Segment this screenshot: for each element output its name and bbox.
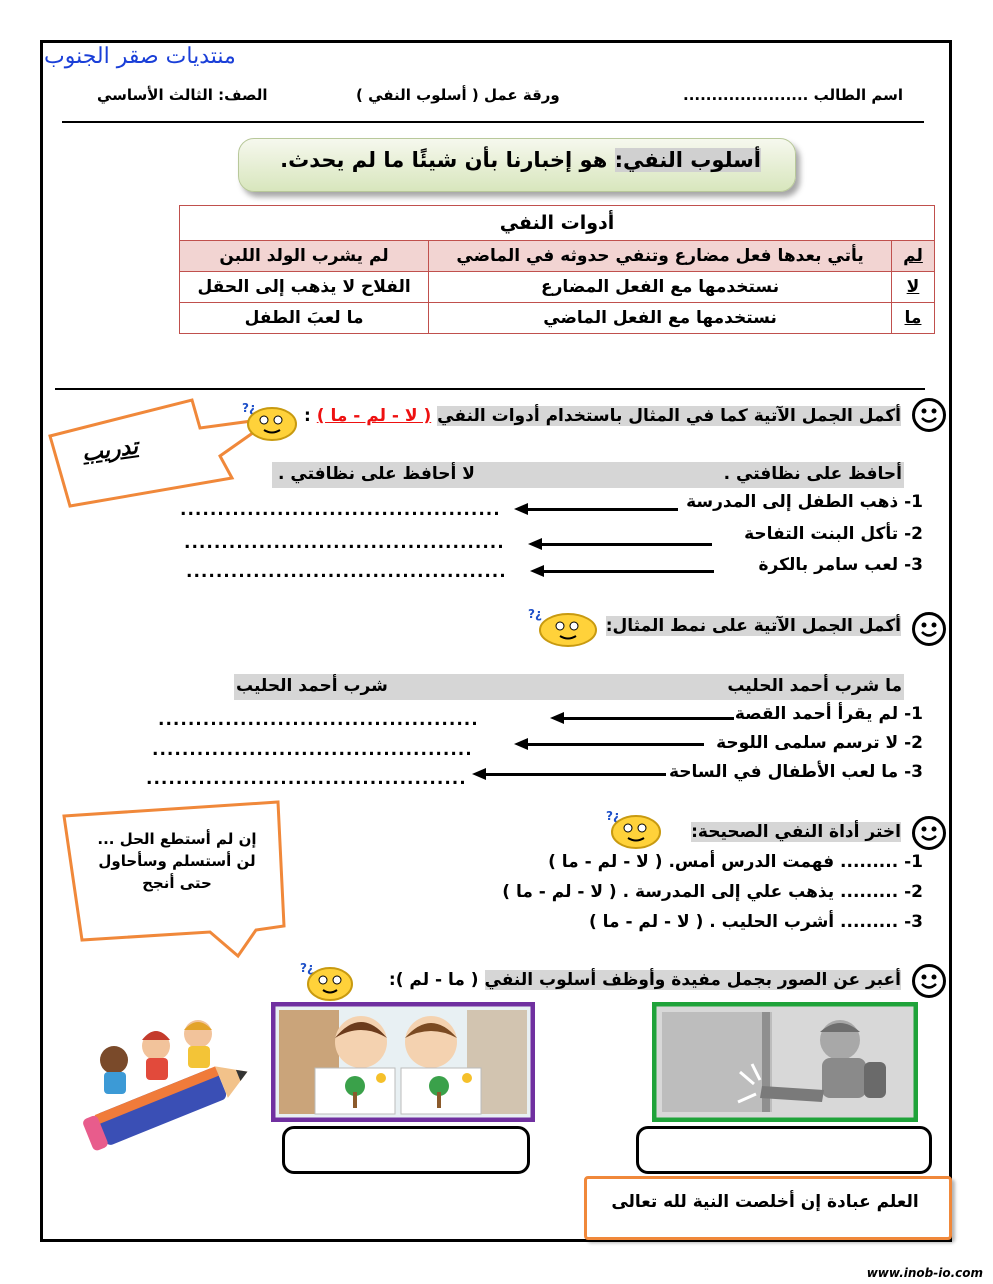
section-divider	[55, 388, 925, 390]
definition-term: أسلوب النفي:	[614, 148, 761, 172]
answer-box[interactable]	[636, 1126, 932, 1174]
children-drawings-picture	[271, 1002, 535, 1122]
answer-blank[interactable]: ...........................................	[158, 710, 479, 730]
tool-cell: ما	[892, 303, 935, 334]
answer-blank[interactable]: ...........................................	[180, 500, 501, 520]
header-divider	[62, 121, 924, 123]
exercise3-item: 3- ......... أشرب الحليب . ( لا - لم - ما )	[588, 912, 923, 932]
arrow-icon	[486, 773, 666, 776]
motivation-line: لن أستسلم وسأحاول	[98, 852, 256, 870]
definition-body: هو إخبارنا بأن شيئًا ما لم يحدث.	[280, 148, 615, 172]
answer-blank[interactable]: ...........................................	[146, 769, 467, 789]
smiley-icon	[912, 398, 946, 432]
exercise3-instruction-text: اختر أداة النفي الصحيحة:	[691, 822, 901, 842]
example-cell: ما لعبَ الطفل	[180, 303, 429, 334]
exercise1-colon: :	[304, 406, 317, 426]
exercise4-tools: ( ما - لم ):	[388, 970, 485, 990]
table-row	[180, 272, 935, 303]
exercise4-instruction	[389, 970, 901, 990]
svg-text:?¿: ?¿	[528, 607, 542, 621]
usage-cell: نستخدمها مع الفعل المضارع	[429, 272, 892, 303]
example-cell: الفلاح لا يذهب إلى الحقل	[180, 272, 429, 303]
exercise2-item: 1- لم يقرأ أحمد القصة	[734, 704, 923, 724]
usage-cell: يأتي بعدها فعل مضارع وتنفي حدوثه في الماضي	[429, 241, 892, 272]
smiley-icon	[912, 816, 946, 850]
negation-tools-table	[179, 205, 935, 334]
exercise2-example-answer: شرب أحمد الحليب	[236, 676, 388, 696]
motivation-line: حتى أنجح	[142, 874, 212, 892]
exercise3-item: 1- ......... فهمت الدرس أمس. ( لا - لم - ما )	[548, 852, 923, 872]
svg-text:?¿: ?¿	[300, 961, 314, 975]
arrow-icon	[528, 743, 704, 746]
grade-label: الصف: الثالث الأساسي	[97, 86, 268, 104]
table-row	[180, 303, 935, 334]
exercise2-item: 2- لا ترسم سلمى اللوحة	[716, 733, 923, 753]
worksheet-title: ورقة عمل ( أسلوب النفي )	[356, 86, 560, 104]
example-cell: لم يشرب الولد اللبن	[180, 241, 429, 272]
table-caption: أدوات النفي	[180, 206, 935, 241]
tool-cell: لا	[892, 272, 935, 303]
smiley-icon	[912, 612, 946, 646]
thinking-emoji-icon	[298, 958, 348, 1002]
exercise1-example-sentence: أحافظ على نظافتي .	[723, 464, 902, 484]
forum-name: منتديات صقر الجنوب	[44, 44, 236, 69]
exercise2-example-sentence: ما شرب أحمد الحليب	[727, 676, 902, 696]
svg-text:?¿: ?¿	[606, 809, 620, 823]
exercise1-tools: ( لا - لم - ما )	[316, 406, 432, 426]
thinking-emoji-icon	[604, 806, 654, 850]
usage-cell: نستخدمها مع الفعل الماضي	[429, 303, 892, 334]
boy-kicking-door-picture	[652, 1002, 918, 1122]
exercise1-item: 1- ذهب الطفل إلى المدرسة	[686, 492, 923, 512]
arrow-icon	[528, 508, 678, 511]
definition-text	[280, 148, 761, 172]
exercise1-item: 2- تأكل البنت التفاحة	[744, 524, 923, 544]
quote-text: العلم عبادة إن أخلصت النية لله تعالى	[611, 1192, 919, 1212]
table-row	[180, 241, 935, 272]
student-name-label: اسم الطالب ......................	[683, 86, 903, 104]
motivation-line: إن لم أستطع الحل ...	[97, 830, 257, 848]
exercise1-example-answer: لا أحافظ على نظافتي .	[278, 464, 475, 484]
answer-blank[interactable]: ...........................................	[186, 562, 507, 582]
svg-text:?¿: ?¿	[242, 401, 256, 415]
exercise1-item: 3- لعب سامر بالكرة	[758, 555, 923, 575]
smiley-icon	[912, 964, 946, 998]
tool-cell: لم	[892, 241, 935, 272]
exercise1-instruction	[304, 406, 901, 426]
exercise3-item: 2- ......... يذهب علي إلى المدرسة . ( لا - لم - ما )	[502, 882, 923, 902]
answer-blank[interactable]: ...........................................	[152, 740, 473, 760]
exercise2-instruction-text: أكمل الجمل الآتية على نمط المثال:	[605, 616, 901, 636]
motivation-text	[82, 828, 272, 894]
thinking-emoji-icon	[528, 604, 578, 648]
arrow-icon	[542, 543, 712, 546]
exercise3-instruction	[691, 822, 901, 842]
thinking-emoji-icon	[242, 398, 292, 442]
site-url: www.inob-io.com	[866, 1266, 983, 1280]
exercise4-instruction-text: أعبر عن الصور بجمل مفيدة وأوظف أسلوب النفي	[484, 970, 901, 990]
answer-blank[interactable]: ...........................................	[184, 533, 505, 553]
arrow-icon	[544, 570, 714, 573]
kids-on-pencil-illustration	[74, 1010, 254, 1160]
exercise2-item: 3- ما لعب الأطفال في الساحة	[668, 762, 923, 782]
exercise1-instruction-text: أكمل الجمل الآتية كما في المثال باستخدام أدوات النفي	[437, 406, 901, 426]
training-label: تدريب	[80, 434, 140, 467]
arrow-icon	[564, 717, 734, 720]
exercise2-instruction	[606, 616, 901, 636]
answer-box[interactable]	[282, 1126, 530, 1174]
